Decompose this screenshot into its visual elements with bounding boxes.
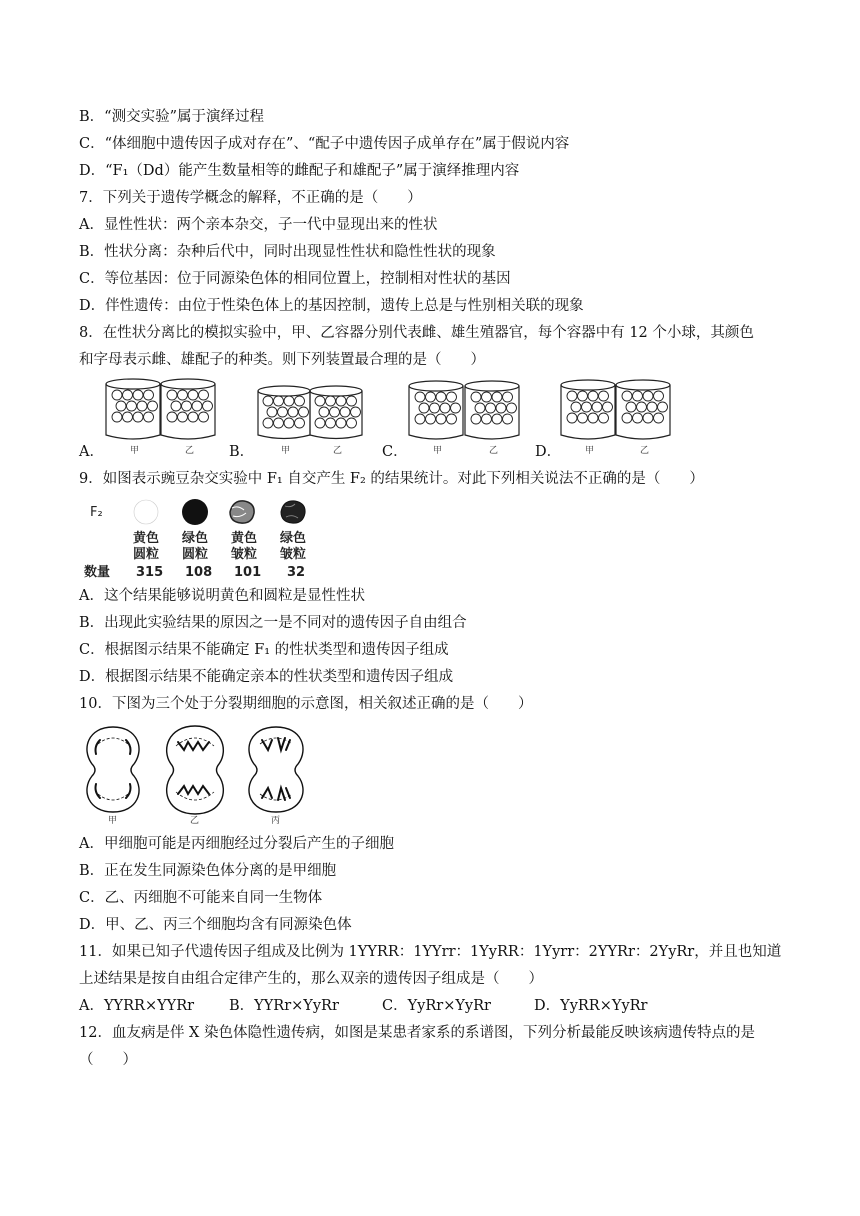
gamete-ball-icon xyxy=(127,401,137,411)
gamete-ball-icon xyxy=(571,402,581,412)
gamete-ball-icon xyxy=(319,407,329,417)
gamete-ball-icon xyxy=(144,390,154,400)
gamete-ball-icon xyxy=(267,407,277,417)
gamete-ball-icon xyxy=(475,403,485,413)
gamete-ball-icon xyxy=(447,414,457,424)
gamete-ball-icon xyxy=(582,402,592,412)
q10-stem: 10．下图为三个处于分裂期细胞的示意图，相关叙述正确的是（ ） xyxy=(79,696,533,712)
gamete-ball-icon xyxy=(599,413,609,423)
cell-jia-outline xyxy=(87,727,139,812)
svg-text:圆粒: 圆粒 xyxy=(182,547,209,562)
q7-option-d: D．伴性遗传：由位于性染色体上的基因控制，遗传上总是与性别相关联的现象 xyxy=(79,298,584,314)
gamete-ball-icon xyxy=(643,413,653,423)
q11-stem-line1: 11．如果已知子代遗传因子组成及比例为 1YYRR：1YYrr：1YyRR：1Yyrr：2YYRr：2YyRr，并且也知道 xyxy=(79,944,782,960)
gamete-ball-icon xyxy=(492,392,502,402)
gamete-ball-icon xyxy=(503,414,513,424)
cell-bing-outline xyxy=(249,727,303,812)
gamete-ball-icon xyxy=(148,401,158,411)
jar-labels xyxy=(130,445,649,456)
gamete-ball-icon xyxy=(503,392,513,402)
gamete-ball-icon xyxy=(188,412,198,422)
q12-stem-line1: 12．血友病是伴 X 染色体隐性遗传病，如图是某患者家系的系谱图，下列分析最能反映该病遗传特点的是 xyxy=(79,1025,755,1041)
gamete-ball-icon xyxy=(351,407,361,417)
gamete-ball-icon xyxy=(326,418,336,428)
gamete-ball-icon xyxy=(182,401,192,411)
gamete-ball-icon xyxy=(263,396,273,406)
q10-option-b: B．正在发生同源染色体分离的是甲细胞 xyxy=(79,863,337,879)
gamete-ball-icon xyxy=(192,401,202,411)
gamete-ball-icon xyxy=(340,407,350,417)
gamete-ball-icon xyxy=(315,418,325,428)
gamete-ball-icon xyxy=(263,418,273,428)
cell-jia-label: 甲 xyxy=(108,816,118,824)
gamete-ball-icon xyxy=(284,396,294,406)
q8-option-d-label: D． xyxy=(535,444,562,460)
gamete-ball-icon xyxy=(419,403,429,413)
svg-text:圆粒: 圆粒 xyxy=(133,547,160,562)
q11-option-a: A．YYRR×YYRr xyxy=(79,998,195,1014)
q7-option-a: A．显性性状：两个亲本杂交，子一代中显现出来的性状 xyxy=(79,217,438,233)
gamete-ball-icon xyxy=(133,390,143,400)
gamete-ball-icon xyxy=(578,413,588,423)
gamete-ball-icon xyxy=(144,412,154,422)
svg-text:绿色: 绿色 xyxy=(280,531,307,546)
svg-text:甲: 甲 xyxy=(281,446,291,456)
gamete-ball-icon xyxy=(288,407,298,417)
gamete-ball-icon xyxy=(326,396,336,406)
svg-text:甲: 甲 xyxy=(585,446,595,456)
svg-text:315: 315 xyxy=(136,565,164,580)
gamete-ball-icon xyxy=(167,390,177,400)
gamete-ball-icon xyxy=(633,413,643,423)
q9-option-d: D．根据图示结果不能确定亲本的性状类型和遗传因子组成 xyxy=(79,669,454,685)
q8-stem-line2: 和字母表示雌、雄配子的种类。则下列装置最合理的是（ ） xyxy=(79,352,485,368)
q10-cells-figure xyxy=(78,724,318,824)
gamete-ball-icon xyxy=(123,412,133,422)
gamete-ball-icon xyxy=(188,390,198,400)
svg-text:黄色: 黄色 xyxy=(133,531,160,546)
gamete-ball-icon xyxy=(112,390,122,400)
gamete-ball-icon xyxy=(336,396,346,406)
gamete-ball-icon xyxy=(622,413,632,423)
gamete-ball-icon xyxy=(347,418,357,428)
gamete-ball-icon xyxy=(492,414,502,424)
svg-text:黄色: 黄色 xyxy=(231,531,258,546)
q10-option-a: A．甲细胞可能是丙细胞经过分裂后产生的子细胞 xyxy=(79,836,394,852)
q7-option-b: B．性状分离：杂种后代中，同时出现显性性状和隐性性状的现象 xyxy=(79,244,496,260)
gamete-ball-icon xyxy=(436,414,446,424)
gamete-ball-icon xyxy=(178,412,188,422)
svg-text:乙: 乙 xyxy=(333,446,343,456)
gamete-ball-icon xyxy=(599,391,609,401)
svg-text:32: 32 xyxy=(287,565,306,580)
gamete-ball-icon xyxy=(274,396,284,406)
gamete-ball-icon xyxy=(654,391,664,401)
gamete-ball-icon xyxy=(451,403,461,413)
gamete-ball-icon xyxy=(578,391,588,401)
svg-text:数量: 数量 xyxy=(84,565,111,580)
gamete-ball-icon xyxy=(603,402,613,412)
gamete-ball-icon xyxy=(347,396,357,406)
green-wrinkled-seed-icon xyxy=(281,501,305,523)
q8-option-a-label: A． xyxy=(79,444,104,460)
gamete-ball-icon xyxy=(440,403,450,413)
svg-text:乙: 乙 xyxy=(185,446,195,456)
gamete-ball-icon xyxy=(588,391,598,401)
gamete-ball-icon xyxy=(171,401,181,411)
yellow-wrinkled-seed-icon xyxy=(230,501,254,523)
q11-option-c: C．YyRr×YyRr xyxy=(382,998,491,1014)
gamete-ball-icon xyxy=(471,414,481,424)
q6-option-b: B．“测交实验”属于演绎过程 xyxy=(79,109,264,125)
q8-option-c-label: C． xyxy=(382,444,408,460)
gamete-ball-icon xyxy=(592,402,602,412)
q9-option-b: B．出现此实验结果的原因之一是不同对的遗传因子自由组合 xyxy=(79,615,467,631)
gamete-ball-icon xyxy=(137,401,147,411)
q10-option-d: D．甲、乙、丙三个细胞均含有同源染色体 xyxy=(79,917,352,933)
green-round-seed-icon xyxy=(182,499,208,525)
cell-yi-label: 乙 xyxy=(190,816,200,824)
q7-option-c: C．等位基因：位于同源染色体的相同位置上，控制相对性状的基因 xyxy=(79,271,511,287)
gamete-ball-icon xyxy=(471,392,481,402)
yellow-round-seed-icon xyxy=(134,500,158,524)
cell-bing-label: 丙 xyxy=(271,816,281,824)
gamete-ball-icon xyxy=(295,418,305,428)
svg-text:皱粒: 皱粒 xyxy=(280,547,307,562)
gamete-ball-icon xyxy=(295,396,305,406)
q10-option-c: C．乙、丙细胞不可能来自同一生物体 xyxy=(79,890,323,906)
gamete-ball-icon xyxy=(567,413,577,423)
gamete-ball-icon xyxy=(112,412,122,422)
q11-option-d: D．YyRR×YyRr xyxy=(534,998,648,1014)
gamete-ball-icon xyxy=(284,418,294,428)
gamete-ball-icon xyxy=(426,414,436,424)
gamete-ball-icon xyxy=(658,402,668,412)
q8-jars-figure xyxy=(100,375,700,457)
gamete-ball-icon xyxy=(626,402,636,412)
gamete-ball-icon xyxy=(199,412,209,422)
gamete-ball-icon xyxy=(643,391,653,401)
q6-option-d: D．“F₁（Dd）能产生数量相等的雌配子和雄配子”属于演绎推理内容 xyxy=(79,163,520,179)
svg-text:绿色: 绿色 xyxy=(182,531,209,546)
q9-option-c: C．根据图示结果不能确定 F₁ 的性状类型和遗传因子组成 xyxy=(79,642,449,658)
gamete-ball-icon xyxy=(507,403,517,413)
gamete-ball-icon xyxy=(178,390,188,400)
gamete-ball-icon xyxy=(622,391,632,401)
gamete-ball-icon xyxy=(654,413,664,423)
gamete-ball-icon xyxy=(133,412,143,422)
q8-stem-line1: 8．在性状分离比的模拟实验中，甲、乙容器分别代表雌、雄生殖器官，每个容器中有 12 个小球，其颜色 xyxy=(79,325,754,341)
gamete-ball-icon xyxy=(482,392,492,402)
svg-text:甲: 甲 xyxy=(130,446,140,456)
svg-text:皱粒: 皱粒 xyxy=(231,547,258,562)
gamete-ball-icon xyxy=(274,418,284,428)
gamete-ball-icon xyxy=(278,407,288,417)
cell-yi-outline xyxy=(167,726,224,814)
gamete-ball-icon xyxy=(486,403,496,413)
gamete-ball-icon xyxy=(588,413,598,423)
gamete-ball-icon xyxy=(482,414,492,424)
svg-text:甲: 甲 xyxy=(433,446,443,456)
gamete-ball-icon xyxy=(567,391,577,401)
q6-option-c: C．“体细胞中遗传因子成对存在”、“配子中遗传因子成单存在”属于假说内容 xyxy=(79,136,570,152)
gamete-ball-icon xyxy=(430,403,440,413)
gamete-ball-icon xyxy=(299,407,309,417)
q9-f2-figure xyxy=(82,496,342,584)
gamete-ball-icon xyxy=(415,392,425,402)
q8-option-b-label: B． xyxy=(229,444,255,460)
q11-options xyxy=(79,996,648,1016)
q11-stem-line2: 上述结果是按自由组合定律产生的，那么双亲的遗传因子组成是（ ） xyxy=(79,971,543,987)
svg-text:乙: 乙 xyxy=(489,446,499,456)
gamete-ball-icon xyxy=(447,392,457,402)
gamete-ball-icon xyxy=(123,390,133,400)
gamete-ball-icon xyxy=(330,407,340,417)
svg-text:101: 101 xyxy=(234,565,262,580)
svg-text:F₂: F₂ xyxy=(90,505,103,520)
q9-option-a: A．这个结果能够说明黄色和圆粒是显性性状 xyxy=(79,588,365,604)
q12-stem-line2: （ ） xyxy=(79,1052,137,1068)
gamete-ball-icon xyxy=(167,412,177,422)
gamete-ball-icon xyxy=(415,414,425,424)
gamete-ball-icon xyxy=(633,391,643,401)
svg-text:108: 108 xyxy=(185,565,213,580)
q11-option-b: B．YYRr×YyRr xyxy=(229,998,339,1014)
gamete-ball-icon xyxy=(426,392,436,402)
gamete-ball-icon xyxy=(199,390,209,400)
gamete-ball-icon xyxy=(436,392,446,402)
gamete-ball-icon xyxy=(647,402,657,412)
gamete-ball-icon xyxy=(336,418,346,428)
svg-text:乙: 乙 xyxy=(640,446,650,456)
gamete-ball-icon xyxy=(496,403,506,413)
gamete-ball-icon xyxy=(116,401,126,411)
gamete-ball-icon xyxy=(203,401,213,411)
gamete-ball-icon xyxy=(637,402,647,412)
q9-stem: 9．如图表示豌豆杂交实验中 F₁ 自交产生 F₂ 的结果统计。对此下列相关说法不正确的是（ ） xyxy=(79,471,704,487)
gamete-ball-icon xyxy=(315,396,325,406)
q7-stem: 7．下列关于遗传学概念的解释，不正确的是（ ） xyxy=(79,190,422,206)
